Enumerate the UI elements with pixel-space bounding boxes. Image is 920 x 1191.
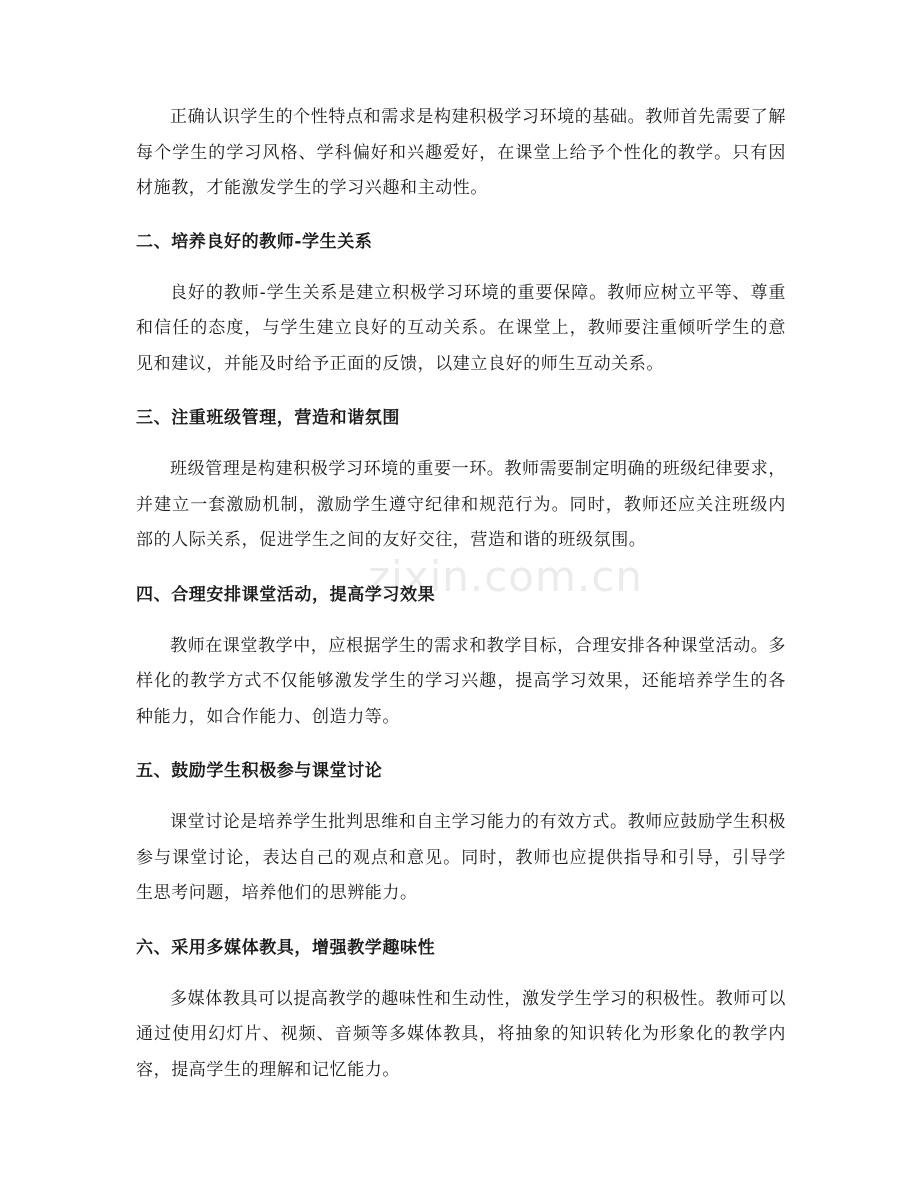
- section-paragraph: 班级管理是构建积极学习环境的重要一环。教师需要制定明确的班级纪律要求，并建立一套激励机制，激励学生遵守纪律和规范行为。同时，教师还应关注班级内部的人际关系，促进学生之间的友好交往，营造和谐的班级氛围。: [136, 459, 786, 550]
- section-heading: 四、合理安排课堂活动，提高学习效果: [136, 584, 436, 605]
- section-heading: 六、采用多媒体教具，增强教学趣味性: [136, 937, 436, 958]
- section-paragraph: 教师在课堂教学中，应根据学生的需求和教学目标，合理安排各种课堂活动。多样化的教学方式不仅能够激发学生的学习兴趣，提高学习效果，还能培养学生的各种能力，如合作能力、创造力等。: [136, 635, 786, 727]
- section-paragraph: 良好的教师-学生关系是建立积极学习环境的重要保障。教师应树立平等、尊重和信任的态度，与学生建立良好的互动关系。在课堂上，教师要注重倾听学生的意见和建议，并能及时给予正面的反馈，以建立良好的师生互动关系。: [136, 282, 786, 374]
- section-classroom-activities: [136, 582, 786, 736]
- intro-paragraph: 正确认识学生的个性特点和需求是构建积极学习环境的基础。教师首先需要了解每个学生的学习风格、学科偏好和兴趣爱好，在课堂上给予个性化的教学。只有因材施教，才能激发学生的学习兴趣和主动性。: [136, 107, 786, 198]
- section-paragraph: 课堂讨论是培养学生批判思维和自主学习能力的有效方式。教师应鼓励学生积极参与课堂讨论，表达自己的观点和意见。同时，教师也应提供指导和引导，引导学生思考问题，培养他们的思辨能力。: [136, 812, 786, 903]
- section-teacher-student-relationship: [136, 229, 786, 383]
- section-heading: 二、培养良好的教师-学生关系: [136, 231, 373, 252]
- section-paragraph: 多媒体教具可以提高教学的趣味性和生动性，激发学生学习的积极性。教师可以通过使用幻灯片、视频、音频等多媒体教具，将抽象的知识转化为形象化的教学内容，提高学生的理解和记忆能力。: [136, 988, 786, 1080]
- section-class-management: [136, 405, 786, 559]
- document-body: [136, 100, 786, 1111]
- section-heading: 五、鼓励学生积极参与课堂讨论: [136, 761, 383, 781]
- watermark: zixin.com.cn: [368, 552, 643, 601]
- section-multimedia-tools: [136, 935, 786, 1089]
- section-heading: 三、注重班级管理，营造和谐氛围: [136, 408, 400, 428]
- section-classroom-discussion: [136, 758, 786, 912]
